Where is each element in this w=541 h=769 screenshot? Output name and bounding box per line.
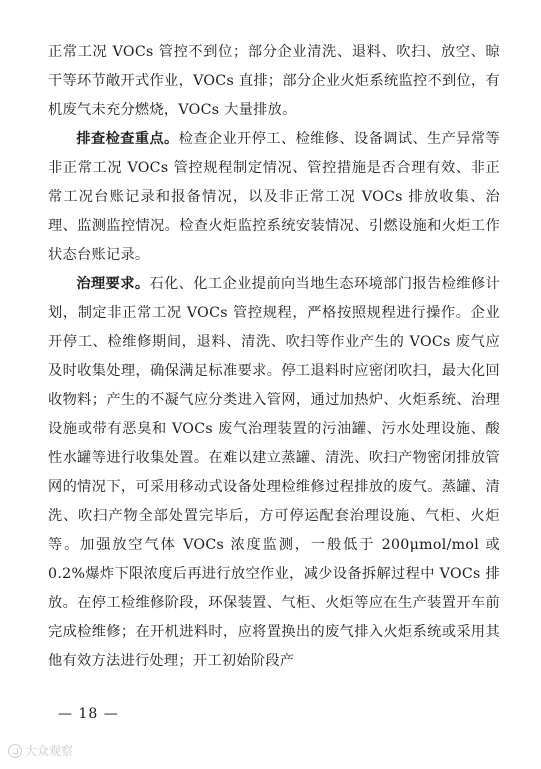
document-body — [48, 38, 500, 676]
governance-requirements-body: 石化、化工企业提前向当地生态环境部门报告检维修计划，制定非正常工况 VOCs 管控规程，严格按照规程进行操作。企业开停工、检维修期间，退料、清洗、吹扫等作业产生的 VOCs 废气应及时收集处理，确保满足标准要求。停工退料时应密闭吹扫，最大化回收物料；产生的不凝气应分类进入管网，通过加热炉、火炬系统、治理设施或带有恶臭和 VOCs 废气治理装置的污油罐、污水处理设施、酸性水罐等进行收集处置。在难以建立蒸罐、清洗、吹扫产物密闭排放管网的情况下，可采用移动式设备处理检维修过程排放的废气。蒸罐、清洗、吹扫产物全部处置完毕后，方可停运配套治理设施、气柜、火炬等。加强放空气体 VOCs 浓度监测，一般低于 200μmol/mol 或 0.2%爆炸下限浓度后再进行放空作业，减少设备拆解过程中 VOCs 排放。在停工检维修阶段，环保装置、气柜、火炬等应在生产装置开车前完成检维修；在开机进料时，应将置换出的废气排入火炬系统或采用其他有效方法进行处理；开工初始阶段产 — [48, 276, 500, 669]
watermark-logo-icon — [8, 744, 22, 758]
inspection-focus-body: 检查企业开停工、检维修、设备调试、生产异常等非正常工况 VOCs 管控规程制定情况、管控措施是否合理有效、非正常工况台账记录和报备情况，以及非正常工况 VOCs 排放收集、治理、监测监控情况。检查火炬监控系统安装情况、引燃设施和火炬工作状态台账记录。 — [48, 131, 500, 263]
watermark-text: 大众观察 — [25, 744, 74, 758]
watermark — [8, 742, 73, 759]
page-number: — 18 — — [58, 706, 119, 722]
paragraph-governance-requirements — [48, 270, 500, 676]
inspection-focus-heading: 排查检查重点。 — [76, 131, 179, 147]
paragraph-continuation: 正常工况 VOCs 管控不到位；部分企业清洗、退料、吹扫、放空、晾干等环节敞开式作业，VOCs 直排；部分企业火炬系统监控不到位，有机废气未充分燃烧，VOCs 大量排放。 — [48, 44, 500, 118]
governance-requirements-heading: 治理要求。 — [76, 276, 150, 292]
paragraph-inspection-focus — [48, 125, 500, 270]
